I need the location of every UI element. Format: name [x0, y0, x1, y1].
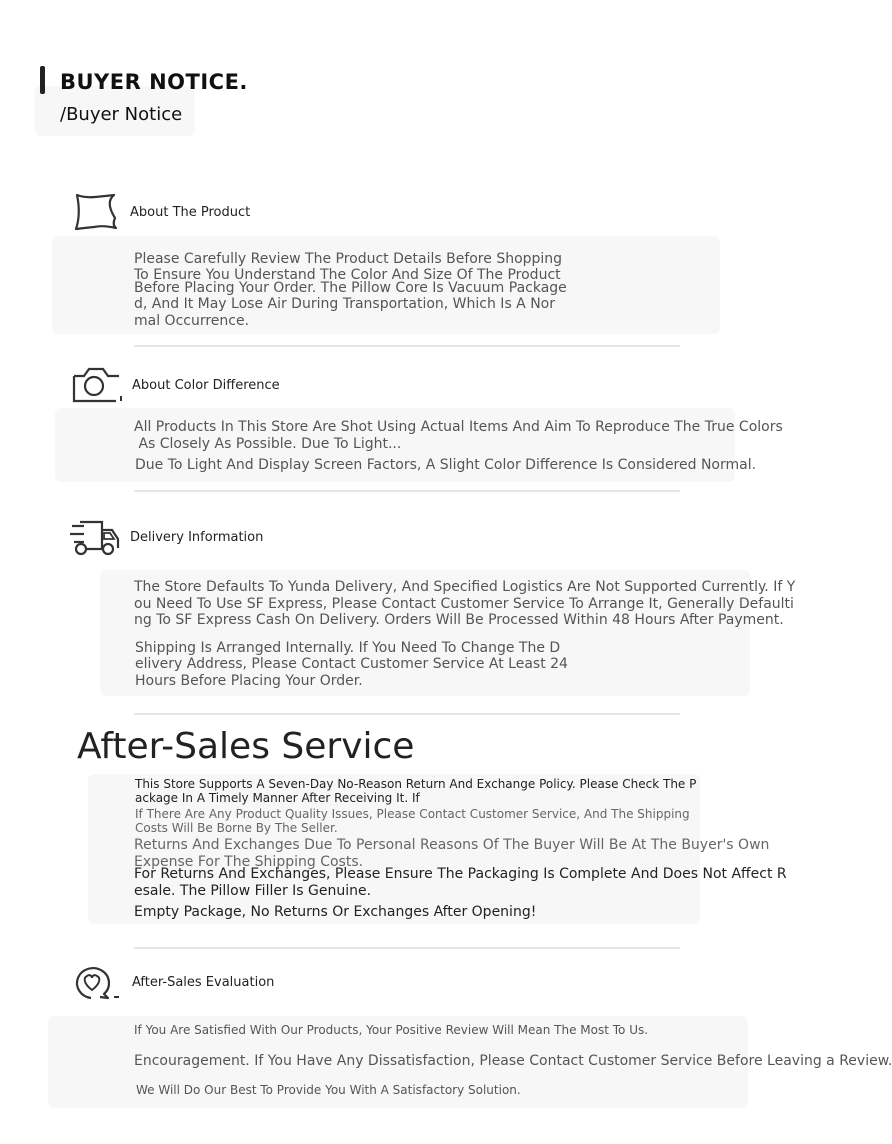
section-text: Encouragement. If You Have Any Dissatisfaction, Please Contact Customer Service Before Leaving a Review. [134, 1053, 892, 1069]
heart-bubble-icon [74, 964, 122, 1002]
pillow-icon [72, 192, 120, 232]
section-text: Returns And Exchanges Due To Personal Reasons Of The Buyer Will Be At The Buyer's Own [134, 837, 770, 853]
page-subtitle: /Buyer Notice [60, 104, 183, 125]
section-text: d, And It May Lose Air During Transportation, Which Is A Nor [134, 296, 556, 312]
section-text: esale. The Pillow Filler Is Genuine. [134, 883, 372, 899]
section-text: ackage In A Timely Manner After Receiving It. If [135, 791, 420, 805]
section-text: Before Placing Your Order. The Pillow Core Is Vacuum Package [134, 280, 567, 296]
camera-icon [70, 366, 124, 404]
section-text: All Products In This Store Are Shot Using Actual Items And Aim To Reproduce The True Colors [134, 419, 783, 435]
section-text: elivery Address, Please Contact Customer Service At Least 24 [135, 656, 568, 672]
divider [134, 490, 680, 492]
section-text: This Store Supports A Seven-Day No-Reason Return And Exchange Policy. Please Check The P [135, 777, 697, 791]
section-text: Hours Before Placing Your Order. [135, 673, 363, 689]
section-text: mal Occurrence. [134, 313, 250, 329]
section-text: Shipping Is Arranged Internally. If You Need To Change The D [135, 640, 561, 656]
section-text: We Will Do Our Best To Provide You With A Satisfactory Solution. [136, 1083, 521, 1097]
section-label: After-Sales Evaluation [132, 975, 275, 990]
section-text: If You Are Satisfied With Our Products, Your Positive Review Will Mean The Most To Us. [134, 1023, 649, 1037]
section-text: If There Are Any Product Quality Issues, Please Contact Customer Service, And The Shipping [135, 807, 690, 821]
divider [134, 947, 680, 949]
title-accent-bar [40, 66, 45, 94]
section-text: As Closely As Possible. Due To Light... [134, 436, 402, 452]
section-text: Costs Will Be Borne By The Seller. [135, 821, 338, 835]
divider [134, 713, 680, 715]
section-text: To Ensure You Understand The Color And Size Of The Product [134, 267, 561, 283]
section-text: Expense For The Shipping Costs. [134, 854, 364, 870]
section-text: The Store Defaults To Yunda Delivery, And Specified Logistics Are Not Supported Currently. If Y [134, 579, 796, 595]
section-label: About Color Difference [132, 378, 280, 393]
section-text: Empty Package, No Returns Or Exchanges After Opening! [134, 904, 537, 920]
divider [134, 345, 680, 347]
page-title: BUYER NOTICE. [60, 70, 248, 94]
section-text: Due To Light And Display Screen Factors, A Slight Color Difference Is Considered Normal. [135, 457, 757, 473]
delivery-truck-icon [68, 520, 122, 556]
section-text: Please Carefully Review The Product Details Before Shopping [134, 251, 563, 267]
section-label: Delivery Information [130, 530, 264, 545]
after-sales-heading: After-Sales Service [77, 726, 415, 767]
section-text: ou Need To Use SF Express, Please Contact Customer Service To Arrange It, Generally Defaulti [134, 596, 794, 612]
section-label: About The Product [130, 205, 251, 220]
section-text: For Returns And Exchanges, Please Ensure The Packaging Is Complete And Does Not Affect R [134, 866, 787, 882]
section-text: ng To SF Express Cash On Delivery. Orders Will Be Processed Within 48 Hours After Payment. [134, 612, 784, 628]
